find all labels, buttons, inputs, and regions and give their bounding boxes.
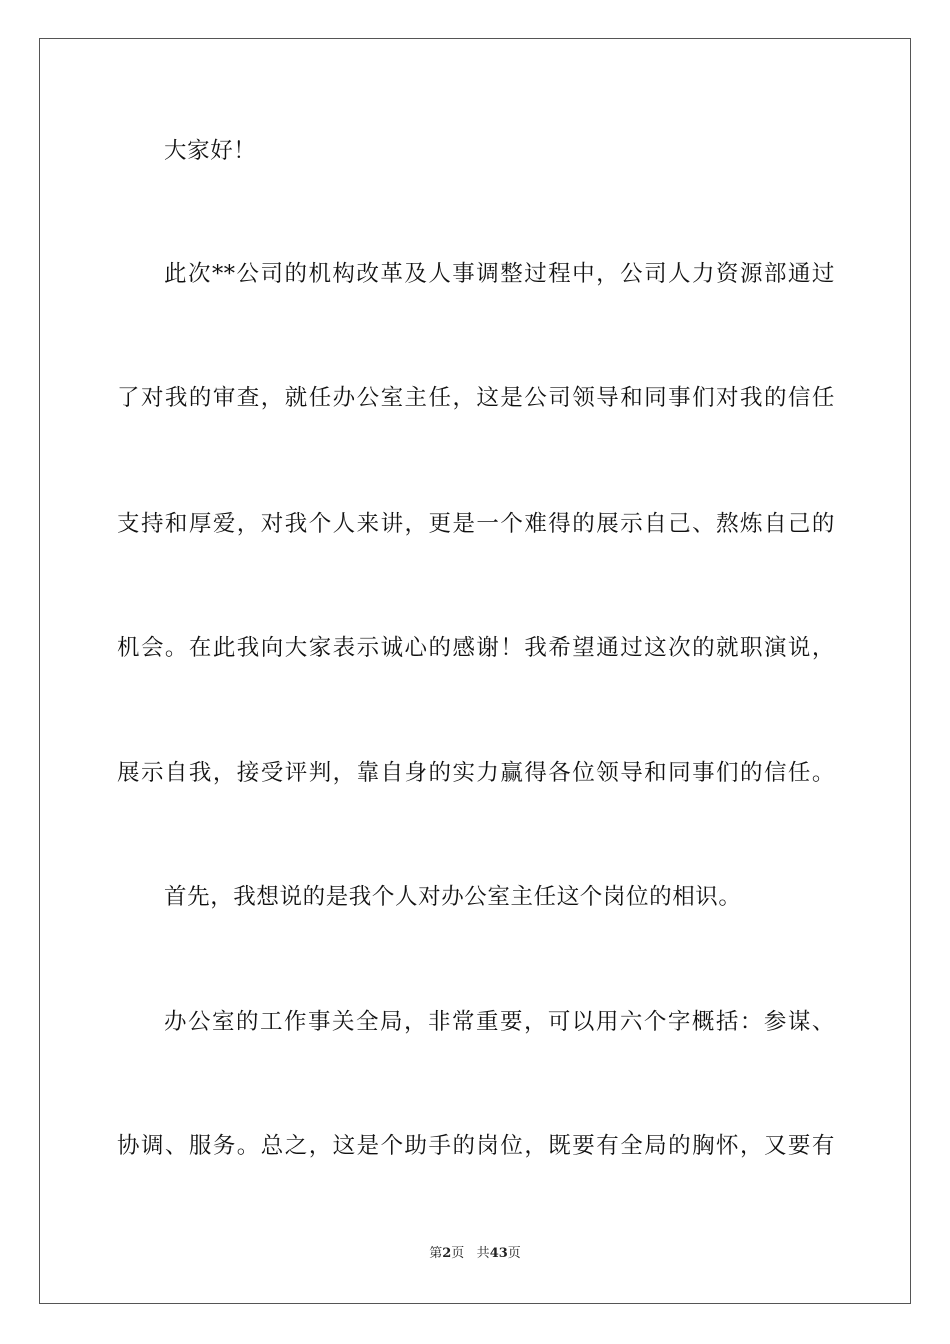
paragraph-3-line-2: 协调、服务。总之，这是个助手的岗位，既要有全局的胸怀，又要有 — [117, 1133, 835, 1159]
page-suffix: 页 — [451, 1246, 465, 1261]
total-pages: 43 — [489, 1246, 508, 1261]
paragraph-2-line-1: 首先，我想说的是我个人对办公室主任这个岗位的相识。 — [164, 884, 742, 910]
page-border — [39, 38, 911, 1304]
paragraph-1-line-2: 了对我的审查，就任办公室主任，这是公司领导和同事们对我的信任 — [117, 385, 835, 411]
total-prefix: 共 — [476, 1246, 490, 1261]
paragraph-1-line-5: 展示自我，接受评判，靠自身的实力赢得各位领导和同事们的信任。 — [117, 760, 835, 786]
paragraph-1-line-1: 此次**公司的机构改革及人事调整过程中，公司人力资源部通过 — [164, 261, 835, 287]
page-prefix: 第 — [429, 1246, 443, 1261]
page-footer — [0, 1245, 950, 1263]
paragraph-1-line-3: 支持和厚爱，对我个人来讲，更是一个难得的展示自己、熬炼自己的 — [117, 511, 835, 537]
greeting-line: 大家好！ — [164, 138, 257, 164]
paragraph-1-line-4: 机会。在此我向大家表示诚心的感谢！我希望通过这次的就职演说， — [117, 635, 835, 661]
page-number: 2 — [442, 1246, 452, 1261]
total-suffix: 页 — [507, 1246, 521, 1261]
paragraph-3-line-1: 办公室的工作事关全局，非常重要，可以用六个字概括：参谋、 — [164, 1009, 835, 1035]
